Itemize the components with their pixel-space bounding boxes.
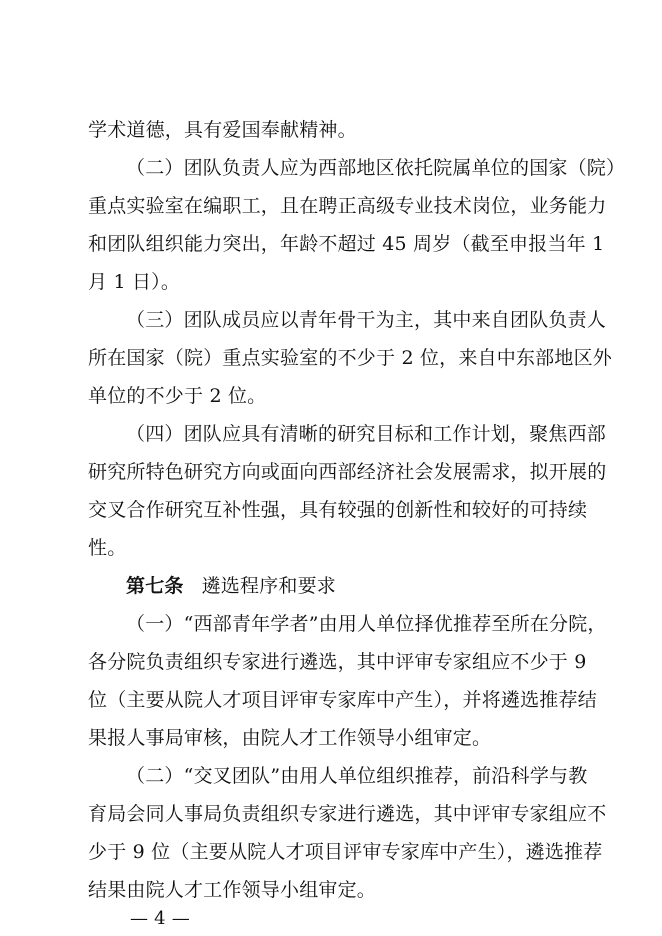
body-text-line: 果报人事局审核，由院人才工作领导小组审定。 [88, 727, 492, 749]
body-text-line: 研究所特色研究方向或面向西部经济社会发展需求，拟开展的 [88, 461, 607, 483]
body-text-line: 育局会同人事局负责组织专家进行遴选，其中评审专家组应不 [88, 803, 607, 825]
body-text-line: 结果由院人才工作领导小组审定。 [88, 879, 377, 901]
body-text-line: 各分院负责组织专家进行遴选，其中评审专家组应不少于 9 [88, 651, 587, 673]
body-text-line: 月 1 日）。 [88, 271, 181, 293]
body-text-line: 所在国家（院）重点实验室的不少于 2 位，来自中东部地区外 [88, 347, 612, 369]
body-text-line: （四）团队应具有清晰的研究目标和工作计划，聚焦西部 [126, 423, 607, 445]
body-text-line: 少于 9 位（主要从院人才项目评审专家库中产生），遴选推荐 [88, 841, 603, 863]
article-heading [126, 574, 336, 598]
body-text-line: 学术道德，具有爱国奉献精神。 [88, 119, 357, 141]
body-text-line: 位（主要从院人才项目评审专家库中产生），并将遴选推荐结 [88, 689, 597, 711]
body-text-line: 性。 [88, 537, 127, 559]
body-text-line: 重点实验室在编职工，且在聘正高级专业技术岗位，业务能力 [88, 195, 607, 217]
body-text-line: （二）团队负责人应为西部地区依托院属单位的国家（院） [126, 157, 626, 179]
body-text-line: （三）团队成员应以青年骨干为主，其中来自团队负责人 [126, 309, 607, 331]
body-text-line: 交叉合作研究互补性强，具有较强的创新性和较好的可持续 [88, 499, 588, 521]
body-text-line: （二）“交叉团队”由用人单位组织推荐，前沿科学与教 [126, 765, 588, 787]
article-number: 第七条 [126, 575, 184, 597]
body-text-line: （一）“西部青年学者”由用人单位择优推荐至所在分院， [126, 613, 607, 635]
body-text-line: 单位的不少于 2 位。 [88, 385, 267, 407]
body-text-line: 和团队组织能力突出，年龄不超过 45 周岁（截至申报当年 1 [88, 233, 605, 255]
article-title: 遴选程序和要求 [201, 575, 337, 597]
page-number: — 4 — [130, 908, 190, 929]
